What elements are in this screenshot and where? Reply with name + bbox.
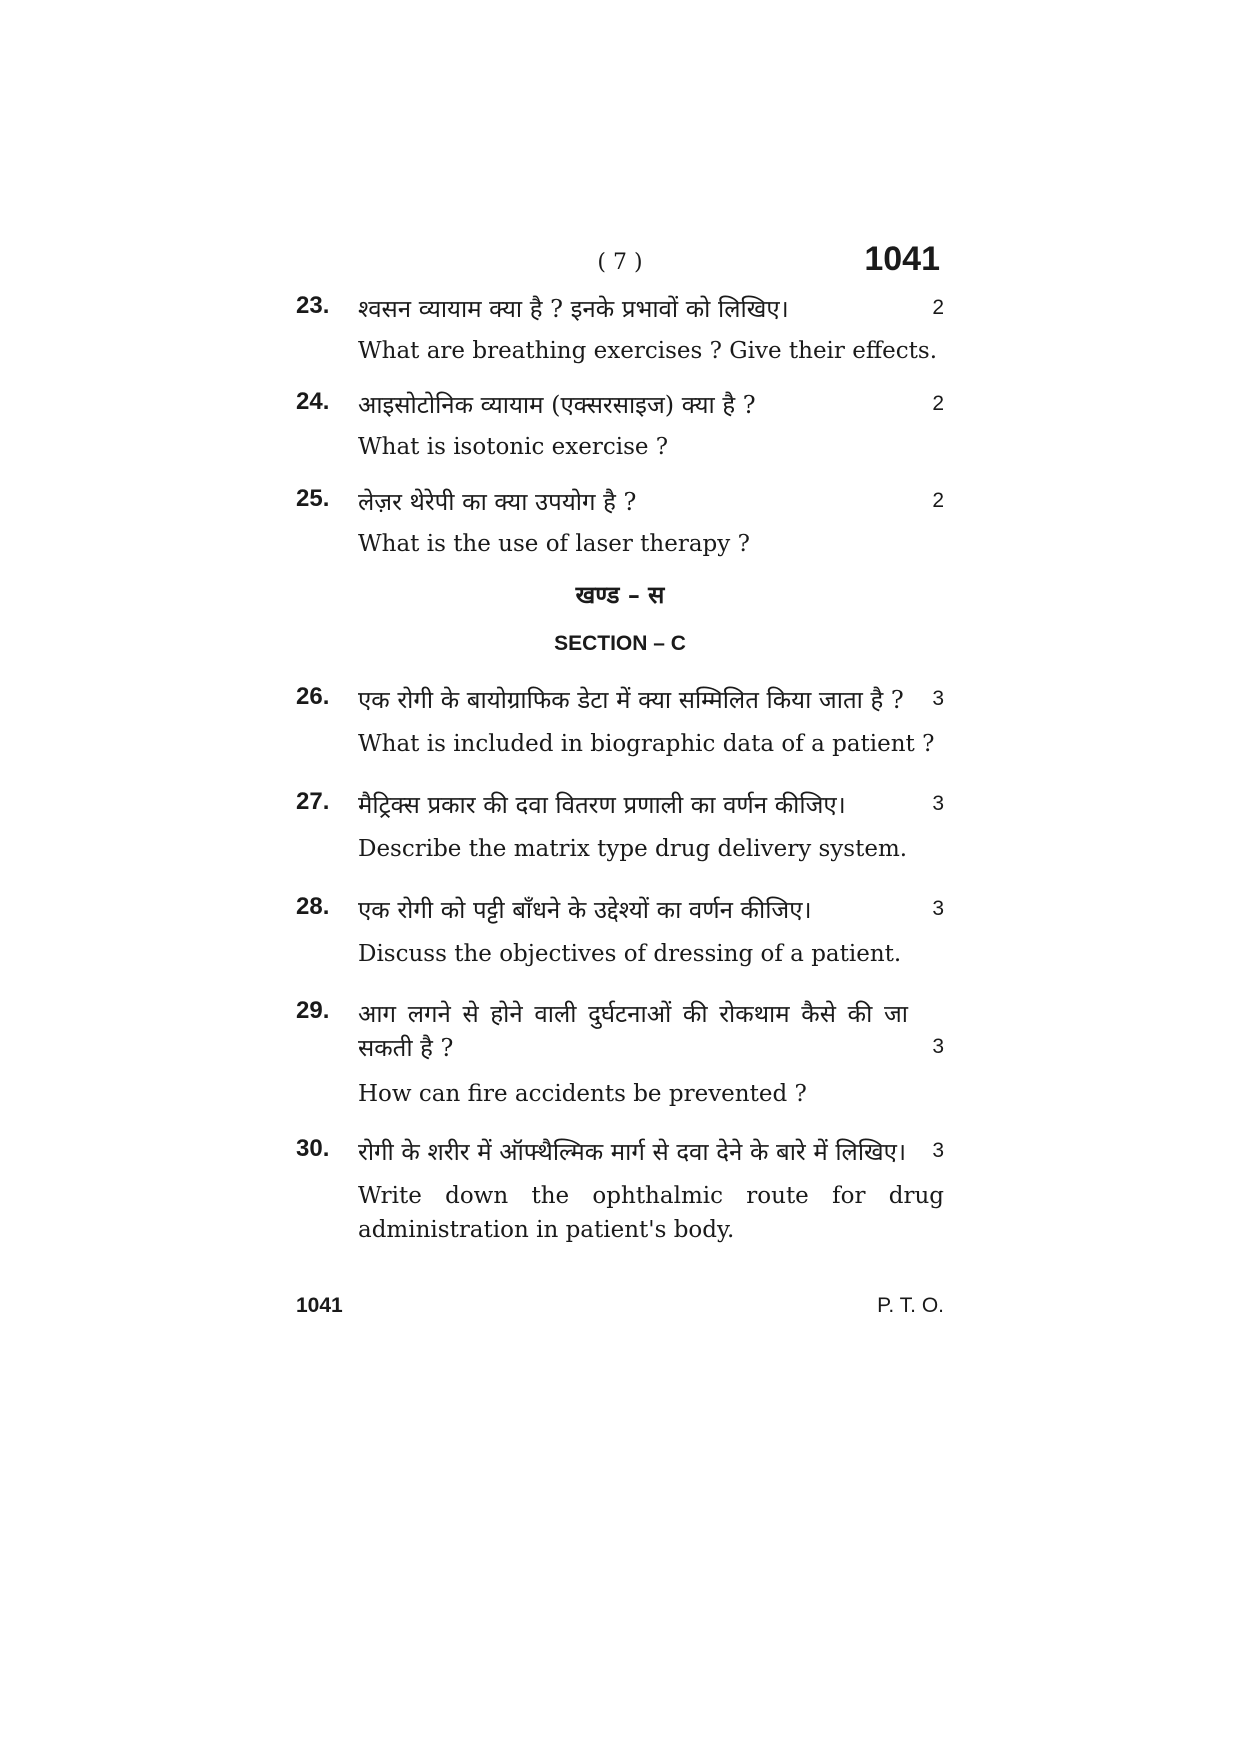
question-number: 24. — [296, 388, 330, 415]
section-heading-english: SECTION – C — [554, 632, 686, 655]
question-hindi — [358, 388, 944, 422]
question-marks: 3 — [932, 897, 944, 920]
question-english: How can fire accidents be prevented ? — [358, 1081, 807, 1107]
question-marks: 3 — [932, 792, 944, 815]
question-number: 28. — [296, 893, 330, 920]
question-english: Write down the ophthalmic route for drug administration in patient's body. — [358, 1183, 944, 1243]
section-heading-hindi: खण्ड – स — [575, 580, 665, 609]
question-hindi — [358, 683, 944, 717]
question-hindi-text: एक रोगी को पट्टी बाँधने के उद्देश्यों का वर्णन कीजिए। — [358, 896, 812, 924]
question-number: 25. — [296, 485, 330, 512]
question-hindi — [358, 1135, 944, 1169]
question-english: Discuss the objectives of dressing of a patient. — [358, 941, 902, 967]
question-hindi-text: श्वसन व्यायाम क्या है ? इनके प्रभावों को लिखिए। — [358, 295, 789, 323]
question-hindi-text: रोगी के शरीर में ऑफ्थैल्मिक मार्ग से दवा देने के बारे में लिखिए। — [358, 1138, 907, 1166]
question-number: 30. — [296, 1135, 330, 1162]
question-hindi-text: मैट्रिक्स प्रकार की दवा वितरण प्रणाली का वर्णन कीजिए। — [358, 791, 846, 819]
question-hindi-text: एक रोगी के बायोग्राफिक डेटा में क्या सम्मिलित किया जाता है ? — [358, 686, 904, 714]
question-number: 29. — [296, 997, 330, 1024]
question-hindi — [358, 292, 944, 326]
question-hindi-text: लेज़र थेरेपी का क्या उपयोग है ? — [358, 488, 637, 516]
please-turn-over: P. T. O. — [877, 1294, 944, 1317]
question-number: 23. — [296, 292, 330, 319]
question-marks: 3 — [932, 1139, 944, 1162]
question-number: 27. — [296, 788, 330, 815]
question-english: Describe the matrix type drug delivery system. — [358, 836, 908, 862]
question-english: What is included in biographic data of a patient ? — [358, 731, 935, 757]
question-hindi — [358, 893, 944, 927]
paper-code-footer: 1041 — [296, 1294, 343, 1317]
question-marks: 2 — [932, 392, 944, 415]
question-english: What is isotonic exercise ? — [358, 434, 669, 460]
question-marks: 2 — [932, 489, 944, 512]
question-hindi-text: आग लगने से होने वाली दुर्घटनाओं की रोकथाम कैसे की जा सकती है ? — [358, 1000, 908, 1062]
question-hindi — [358, 788, 944, 822]
question-hindi — [358, 485, 944, 519]
question-hindi — [358, 997, 944, 1065]
question-marks: 3 — [932, 1035, 944, 1058]
question-english: What are breathing exercises ? Give their effects. — [358, 338, 938, 364]
question-hindi-text: आइसोटोनिक व्यायाम (एक्सरसाइज) क्या है ? — [358, 391, 756, 419]
question-marks: 2 — [932, 296, 944, 319]
question-number: 26. — [296, 683, 330, 710]
page-number: ( 7 ) — [597, 250, 643, 275]
question-marks: 3 — [932, 687, 944, 710]
question-english: What is the use of laser therapy ? — [358, 531, 750, 557]
paper-code-header: 1041 — [864, 240, 940, 278]
